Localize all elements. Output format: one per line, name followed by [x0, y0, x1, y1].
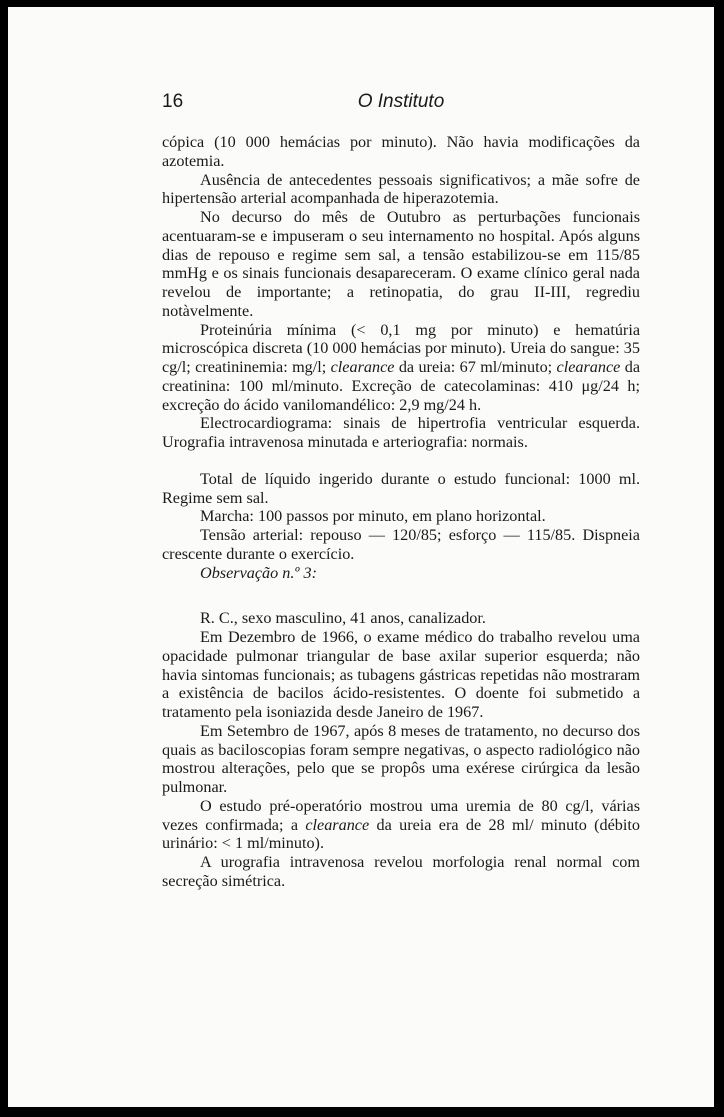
paragraph-december: Em Dezembro de 1966, o exame médico do trabalho revelou uma opacidade pulmonar triangular de base axilar superior esquerda; não havia sintomas funcionais; as tubagens gástricas repetidas não mostraram a existência de bacilos ácido-resistentes. O doente foi submetido a tratamento pela isoniazida desde Janeiro de 1967. [162, 628, 640, 721]
paragraph-walking: Marcha: 100 passos por minuto, em plano horizontal. [200, 507, 546, 526]
page-number: 16 [162, 91, 184, 112]
paragraph-september: Em Setembro de 1967, após 8 meses de tratamento, no decurso dos quais as baciloscopias foram sempre negativas, o aspecto radiológico não mostrou alterações, pelo que se propôs uma exérese cirúrgica da lesão pulmonar. [162, 721, 640, 796]
proteinuria-text-2: da ureia: 67 ml/minuto; [394, 358, 557, 376]
page-header [162, 91, 640, 117]
paragraph-antecedents: Ausência de antecedentes pessoais significativos; a mãe sofre de hipertensão arterial acompanhada de hiperazotemia. [162, 170, 640, 208]
proteinuria-text-3: da creatinina: 100 ml/minuto. Excreção de catecolaminas: 410 μg/24 h; excreção do ácido vanilomandélico: 2,9 mg/24 h. [162, 358, 641, 414]
paragraph-ecg: Electrocardiograma: sinais de hipertrofia ventricular esquerda. Urografia intravenosa minutada e arteriografia: normais. [162, 414, 640, 451]
clearance-term-1: clearance [330, 358, 395, 376]
paragraph-continuation: cópica (10 000 hemácias por minuto). Não havia modificações da azotemia. [162, 133, 640, 170]
document-page [8, 7, 714, 1107]
paragraph-blood-pressure: Tensão arterial: repouso — 120/85; esforço — 115/85. Dispneia crescente durante o exercício. [162, 526, 640, 563]
preoperative-text-2: da ureia era de 28 ml/ minuto (débito urinário: < 1 ml/minuto). [162, 815, 640, 853]
clearance-term-3: clearance [305, 815, 370, 834]
clearance-term-2: clearance [556, 358, 621, 376]
paragraph-fluid-intake: Total de líquido ingerido durante o estudo funcional: 1000 ml. Regime sem sal. [162, 469, 640, 507]
running-title: O Instituto [357, 91, 445, 112]
paragraph-preoperative [162, 797, 640, 853]
preoperative-text-1: O estudo pré-operatório mostrou uma uremia de 80 cg/l, várias vezes confirmada; a [162, 796, 640, 834]
section-heading-observation-3: Observação n.º 3: [200, 563, 317, 582]
body-text [162, 133, 640, 891]
paragraph-patient: R. C., sexo masculino, 41 anos, canalizador. [200, 609, 486, 628]
proteinuria-text-1: Proteinúria mínima (< 0,1 mg por minuto) e hematúria microscópica discreta (10 000 hemácias por minuto). Ureia do sangue: 35 cg/l; creatininemia: mg/l; [162, 320, 640, 376]
paragraph-proteinuria [162, 321, 640, 415]
paragraph-october: No decurso do mês de Outubro as perturbações funcionais acentuaram-se e impuseram o seu internamento no hospital. Após alguns dias de repouso e regime sem sal, a tensão estabilizou-se em 115/85 mmHg e os sinais funcionais desapareceram. O exame clínico geral nada revelou de importante; a retinopatia, do grau II-III, regrediu notàvelmente. [162, 208, 640, 320]
paragraph-urography: A urografia intravenosa revelou morfologia renal normal com secreção simétrica. [162, 853, 640, 890]
